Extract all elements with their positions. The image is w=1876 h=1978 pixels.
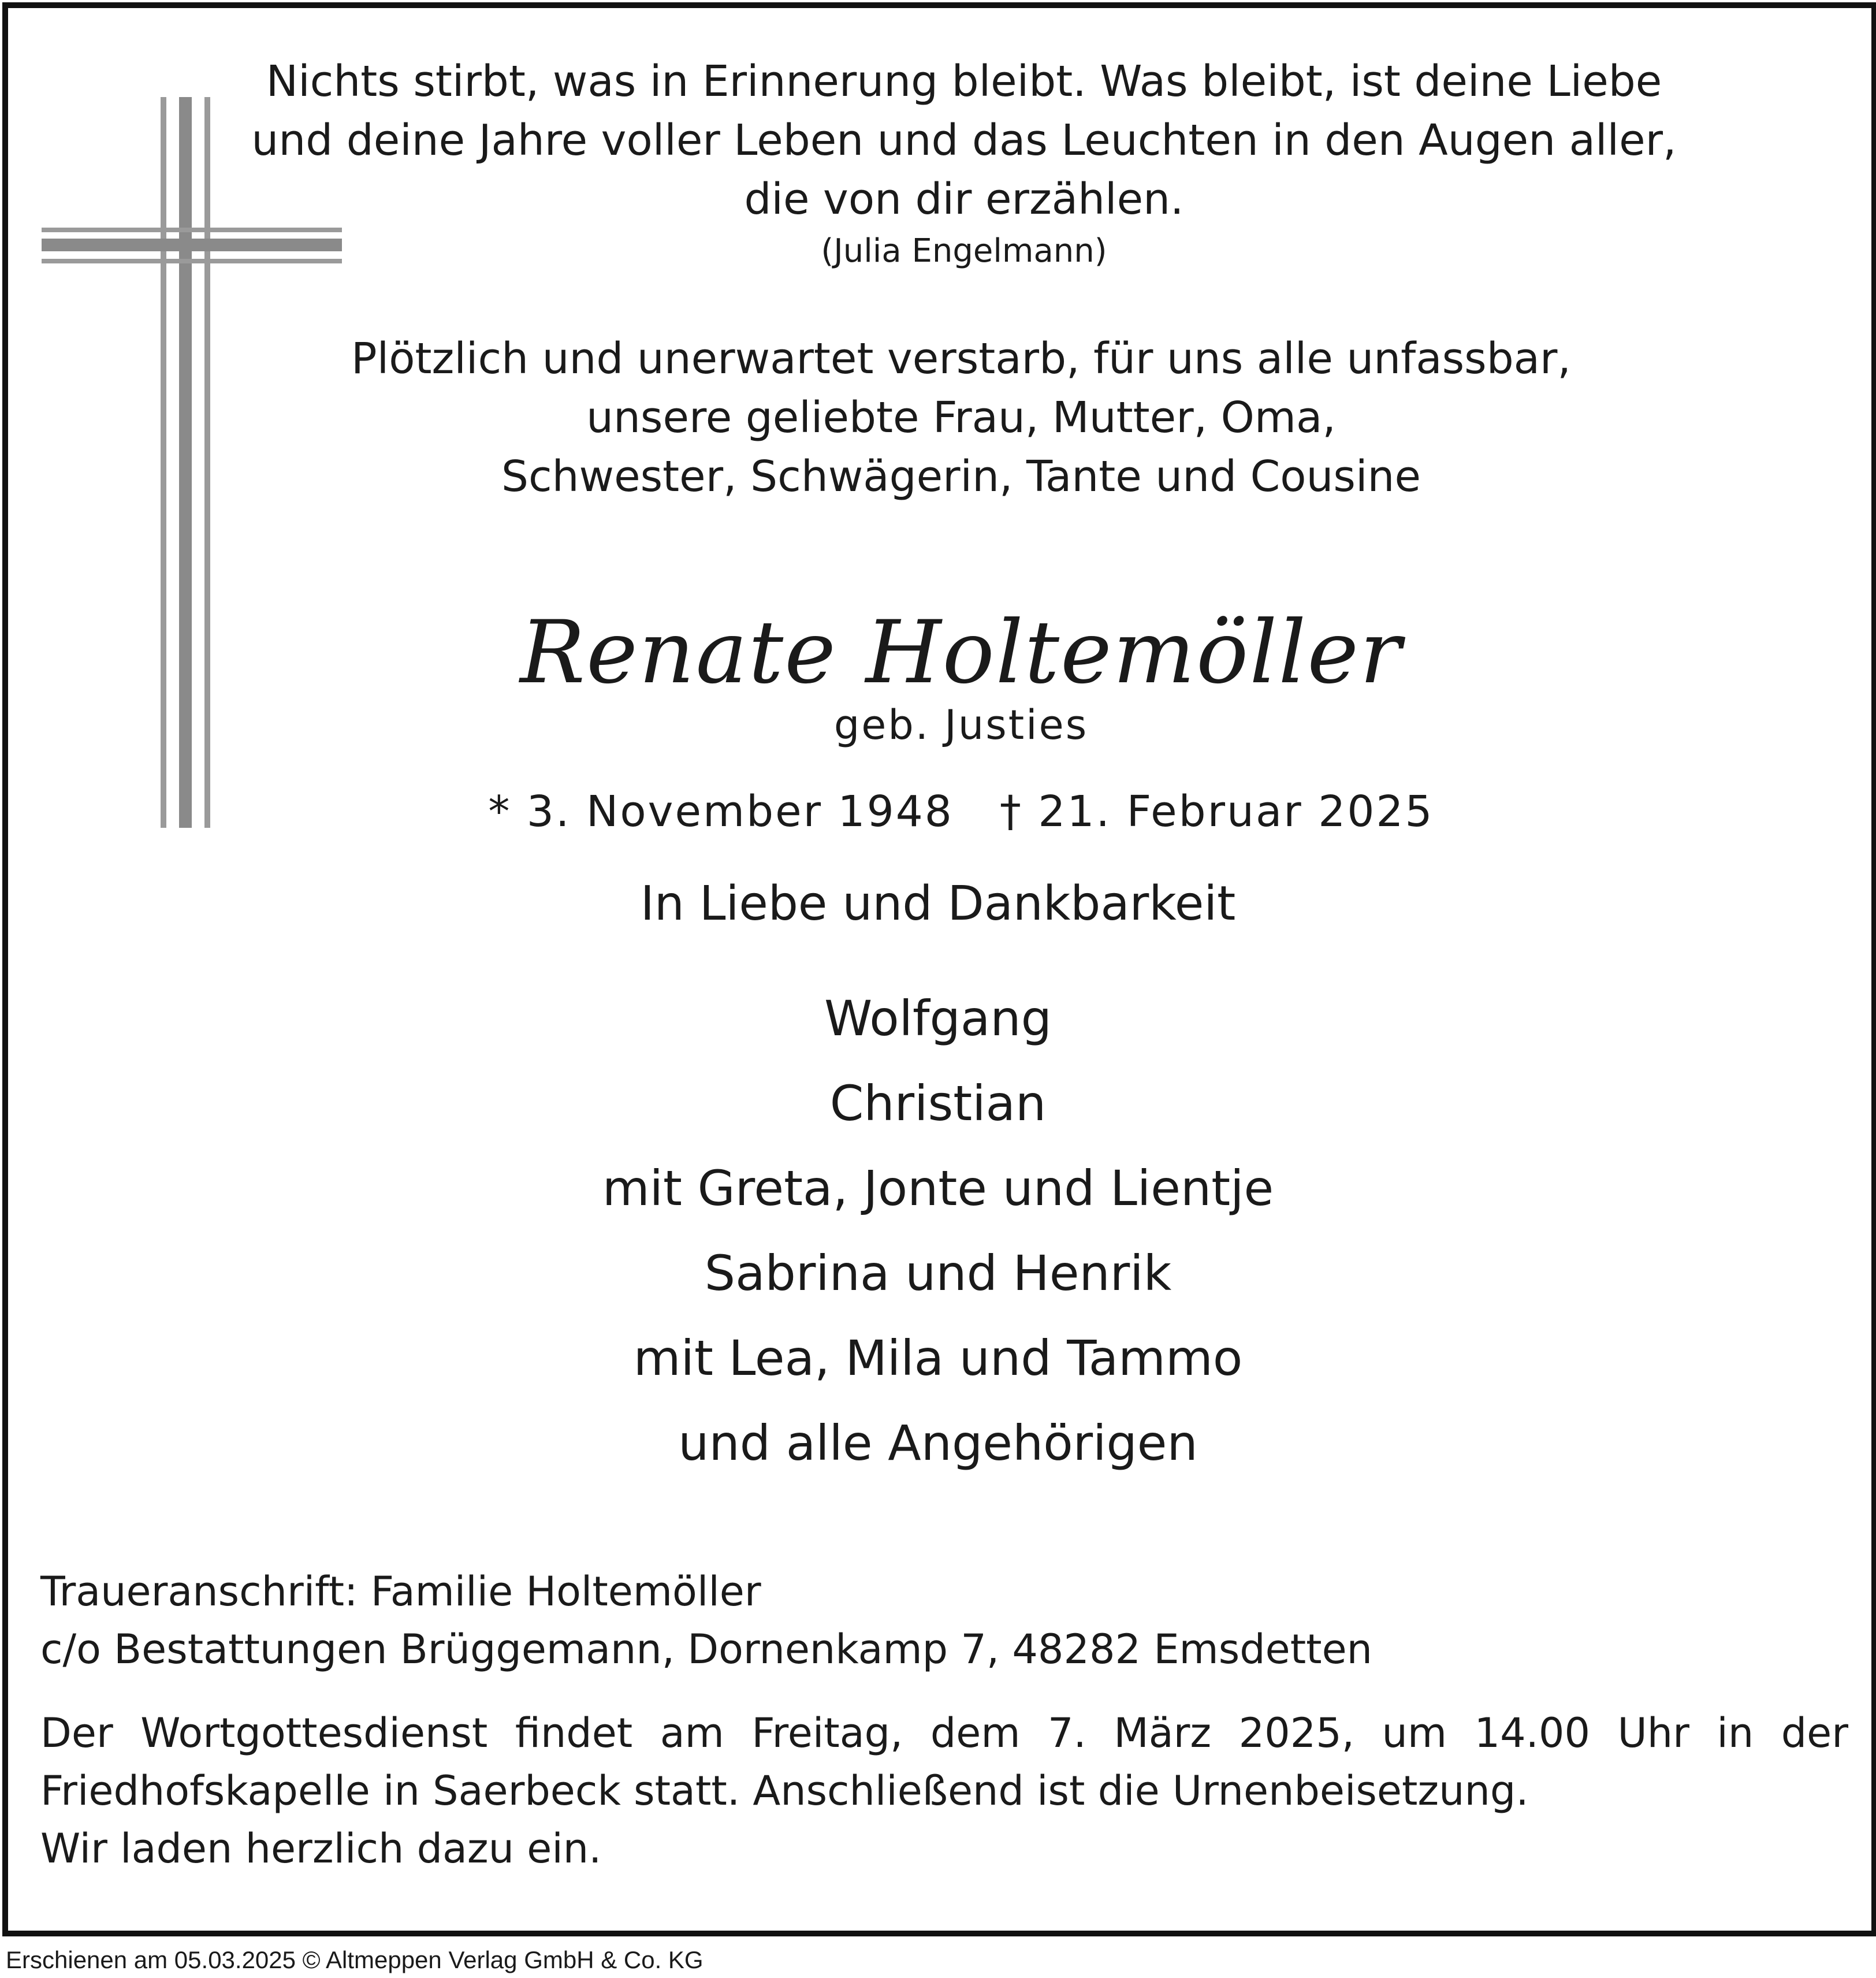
quote-line: und deine Jahre voller Leben und das Leuchten in den Augen aller, xyxy=(251,116,1677,165)
service-notice xyxy=(40,1704,1848,1877)
announcement-line: unsere geliebte Frau, Mutter, Oma, xyxy=(586,393,1336,443)
mourner-line: mit Greta, Jonte und Lientje xyxy=(602,1160,1274,1217)
address-line: c/o Bestattungen Brüggemann, Dornenkamp 7, 48282 Emsdetten xyxy=(40,1626,1373,1673)
announcement-line: Plötzlich und unerwartet verstarb, für uns alle unfassbar, xyxy=(351,334,1571,384)
mourner-line: Wolfgang xyxy=(824,990,1052,1047)
birth-date: * 3. November 1948 xyxy=(488,787,954,836)
address-line: Traueranschrift: Familie Holtemöller xyxy=(40,1568,761,1615)
quote-line: die von dir erzählen. xyxy=(744,174,1184,224)
mourning-address xyxy=(40,1563,1372,1678)
quote-author: (Julia Engelmann) xyxy=(821,232,1107,270)
mourner-line: und alle Angehörigen xyxy=(678,1415,1198,1471)
birth-name: geb. Justies xyxy=(833,701,1089,749)
deceased-name: Renate Holtemöller xyxy=(520,603,1402,703)
memorial-quote xyxy=(0,52,1876,229)
announcement-text xyxy=(0,329,1876,506)
death-date: † 21. Februar 2025 xyxy=(999,787,1434,836)
mourner-line: Christian xyxy=(829,1075,1047,1132)
life-dates xyxy=(0,783,1876,841)
quote-line: Nichts stirbt, was in Erinnerung bleibt. Was bleibt, ist deine Liebe xyxy=(266,57,1662,106)
mourners-list xyxy=(0,976,1876,1486)
publication-footer: Erschienen am 05.03.2025 © Altmeppen Verlag GmbH & Co. KG xyxy=(6,1946,704,1973)
announcement-line: Schwester, Schwägerin, Tante und Cousine xyxy=(501,452,1421,501)
service-line: Wir laden herzlich dazu ein. xyxy=(40,1825,602,1872)
service-line: Der Wortgottesdienst findet am Freitag, dem 7. März 2025, um 14.00 Uhr in der xyxy=(40,1709,1848,1757)
mourner-line: mit Lea, Mila und Tammo xyxy=(633,1330,1243,1386)
dedication: In Liebe und Dankbarkeit xyxy=(640,876,1236,931)
mourner-line: Sabrina und Henrik xyxy=(704,1245,1172,1302)
service-line: Friedhofskapelle in Saerbeck statt. Anschließend ist die Urnenbeisetzung. xyxy=(40,1767,1529,1815)
